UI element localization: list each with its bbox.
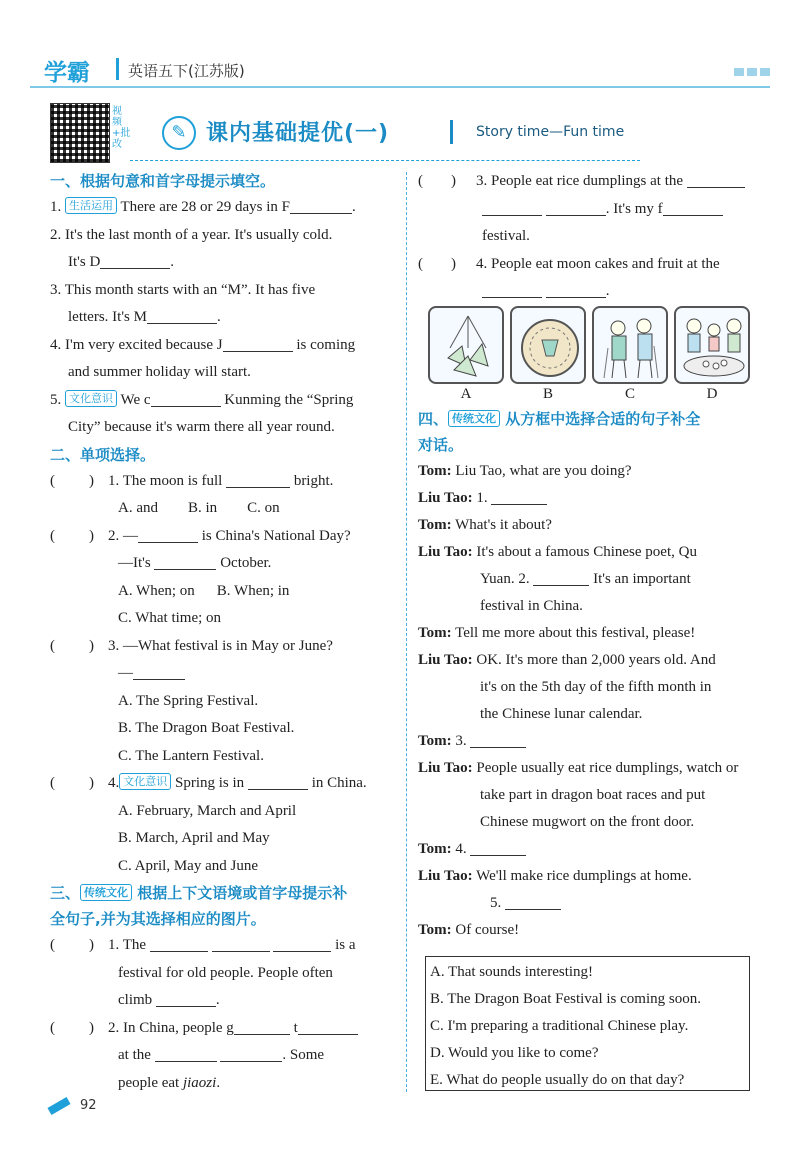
- header-decoration: [731, 64, 770, 81]
- answer-blank[interactable]: [154, 554, 216, 570]
- s2-q4-opt-c: C. April, May and June: [118, 857, 258, 874]
- picture-c-mountain-climbing[interactable]: [592, 306, 668, 384]
- s3-q1: ( ) 1. The is a: [50, 937, 356, 953]
- picture-label-a: A: [460, 386, 472, 402]
- s2-q3-opt-b: B. The Dragon Boat Festival.: [118, 720, 295, 736]
- s3-q1-cont2: climb .: [118, 992, 220, 1008]
- answer-blank[interactable]: [687, 172, 745, 188]
- tag-life: 生活运用: [65, 197, 117, 214]
- picture-a-rice-dumplings[interactable]: [428, 306, 504, 384]
- s1-q3: 3. This month starts with an “M”. It has five: [50, 281, 316, 298]
- page-number: 92: [80, 1098, 97, 1113]
- dialogue-line: Liu Tao: It's about a famous Chinese poet, Qu: [418, 544, 697, 560]
- title-bar: [450, 120, 453, 144]
- brand-separator: [116, 58, 119, 80]
- s3-q4-cont: .: [418, 278, 763, 306]
- dialogue-line: Liu Tao: People usually eat rice dumplings, watch or: [418, 760, 739, 776]
- section-4-heading: 四、 传统文化 从方框中选择合适的句子补全: [418, 410, 701, 428]
- dialogue-line: the Chinese lunar calendar.: [480, 706, 643, 722]
- answer-blank[interactable]: [470, 732, 526, 748]
- dialogue-line: Chinese mugwort on the front door.: [480, 814, 695, 830]
- answer-blank[interactable]: [220, 1046, 282, 1062]
- page-header: [30, 50, 770, 86]
- s1-q4-cont: and summer holiday will start.: [68, 364, 251, 380]
- section-4: [418, 406, 763, 944]
- s1-q5: 5. 文化意识 We c Kunming the “Spring: [50, 391, 354, 408]
- s3-q2-cont2: people eat jiaozi.: [118, 1074, 221, 1091]
- s2-q2-opts-ab: A. When; on B. When; in: [118, 582, 290, 599]
- dialogue-line: Liu Tao: We'll make rice dumplings at home.: [418, 868, 692, 884]
- s3-q2: ( ) 2. In China, people g t: [50, 1015, 400, 1043]
- answer-blank[interactable]: [147, 308, 217, 324]
- s2-q2-opt-c: C. What time; on: [118, 610, 222, 626]
- s1-q2: 2. It's the last month of a year. It's usually cold.: [50, 226, 333, 243]
- dialogue-line: Tom: Tell me more about this festival, please!: [418, 625, 696, 641]
- answer-blank[interactable]: [533, 570, 589, 586]
- s2-q2: ( ) 2. — is China's National Day?: [50, 527, 351, 544]
- s2-q3-opt-c: C. The Lantern Festival.: [118, 747, 264, 764]
- section-4-heading-cont: 对话。: [418, 436, 464, 454]
- answer-blank[interactable]: [663, 200, 723, 216]
- dialogue-line: Yuan. 2. It's an important: [480, 571, 691, 587]
- answer-blank[interactable]: [273, 936, 331, 952]
- answer-blank[interactable]: [155, 1046, 217, 1062]
- s1-q4: 4. I'm very excited because J is coming: [50, 336, 356, 353]
- tag-tradition: 传统文化: [80, 884, 132, 901]
- picture-label-c: C: [624, 386, 635, 402]
- section-2-heading: 二、单项选择。: [50, 445, 156, 464]
- answer-blank[interactable]: [290, 198, 352, 214]
- s2-q3: ( ) 3. —What festival is in May or June?: [50, 637, 333, 654]
- lesson-title: 课内基础提优(一): [206, 121, 390, 146]
- option-d: D. Would you like to come?: [430, 1045, 599, 1061]
- s2-q4: ( ) 4. 文化意识 Spring is in in China.: [50, 775, 367, 791]
- answer-blank[interactable]: [234, 1019, 290, 1035]
- page-footer: [48, 1098, 97, 1113]
- dialogue-line: Tom: 3.: [418, 728, 763, 755]
- answer-blank[interactable]: [248, 774, 308, 790]
- s2-q1-options: A. and B. in C. on: [118, 500, 280, 516]
- answer-blank[interactable]: [546, 200, 606, 216]
- s1-q1: 1. 生活运用 There are 28 or 29 days in F .: [50, 199, 356, 215]
- s1-q2-cont: It's D .: [68, 254, 175, 270]
- tag-culture: 文化意识: [65, 390, 117, 407]
- dialogue-line: Liu Tao: 1.: [418, 485, 763, 512]
- left-column: [50, 168, 400, 1097]
- dialogue-line: it's on the 5th day of the fifth month in: [480, 679, 712, 695]
- dialogue-line: 5.: [418, 890, 763, 917]
- s3-q3-cont2: festival.: [482, 228, 530, 244]
- section-3-heading-cont: 全句子,并为其选择相应的图片。: [50, 910, 266, 928]
- option-c: C. I'm preparing a traditional Chinese play.: [430, 1018, 689, 1034]
- answer-blank[interactable]: [100, 253, 170, 269]
- s3-q3-cont: . It's my f: [418, 196, 763, 224]
- option-e: E. What do people usually do on that day?: [430, 1072, 685, 1088]
- book-title: 英语五下(江苏版): [128, 62, 245, 80]
- column-divider: [406, 172, 407, 1092]
- section-1-heading: 一、根据句意和首字母提示填空。: [50, 172, 276, 190]
- answer-blank[interactable]: [482, 200, 542, 216]
- option-b: B. The Dragon Boat Festival is coming soon.: [430, 991, 701, 1007]
- s2-q3-opt-a: A. The Spring Festival.: [118, 692, 259, 709]
- answer-options-box: [425, 956, 750, 1091]
- s2-q1: ( ) 1. The moon is full bright.: [50, 472, 334, 489]
- answer-blank[interactable]: [298, 1019, 358, 1035]
- dialogue-line: Tom: Liu Tao, what are you doing?: [418, 463, 632, 479]
- dialogue-line: festival in China.: [480, 598, 583, 614]
- tag-culture: 文化意识: [119, 773, 171, 790]
- tag-tradition: 传统文化: [448, 410, 500, 427]
- answer-blank[interactable]: [150, 936, 208, 952]
- answer-blank[interactable]: [138, 527, 198, 543]
- dialogue-line: Liu Tao: OK. It's more than 2,000 years old. And: [418, 652, 716, 668]
- dialogue-line: Tom: Of course!: [418, 922, 520, 938]
- dialogue-line: take part in dragon boat races and put: [480, 787, 706, 803]
- s2-q4-opt-a: A. February, March and April: [118, 802, 297, 819]
- brand-logo: 学霸: [44, 60, 90, 86]
- festival-pictures: [428, 306, 758, 406]
- answer-blank[interactable]: [226, 472, 290, 488]
- option-a: A. That sounds interesting!: [430, 964, 594, 980]
- answer-blank[interactable]: [133, 664, 185, 680]
- s3-q2-cont: at the . Some: [118, 1047, 325, 1063]
- picture-d-family-dinner[interactable]: [674, 306, 750, 384]
- s3-q3: ( ) 3. People eat rice dumplings at the: [418, 168, 763, 196]
- s2-q2-cont: —It's October.: [118, 555, 272, 571]
- answer-blank[interactable]: [156, 991, 216, 1007]
- answer-blank[interactable]: [482, 282, 542, 298]
- answer-blank[interactable]: [505, 894, 561, 910]
- qr-code[interactable]: [50, 103, 110, 163]
- s2-q4-opt-b: B. March, April and May: [118, 830, 270, 846]
- pencil-icon: [47, 1097, 70, 1115]
- dialogue-line: Tom: 4.: [418, 836, 763, 863]
- s1-q3-cont: letters. It's M .: [68, 309, 221, 325]
- s3-q4: ( ) 4. People eat moon cakes and fruit at the: [418, 255, 720, 272]
- answer-blank[interactable]: [212, 936, 270, 952]
- title-divider: [130, 160, 640, 161]
- header-rule: [30, 86, 770, 88]
- right-column-top: [418, 168, 763, 306]
- notepad-icon: ✎: [162, 116, 196, 150]
- answer-blank[interactable]: [223, 336, 293, 352]
- section-3-heading: 三、 传统文化 根据上下文语境或首字母提示补: [50, 884, 348, 902]
- picture-b-moon-cake[interactable]: [510, 306, 586, 384]
- answer-blank[interactable]: [470, 840, 526, 856]
- s3-q1-cont: festival for old people. People often: [118, 964, 333, 981]
- answer-blank[interactable]: [151, 391, 221, 407]
- lesson-subtitle: Story time—Fun time: [476, 124, 625, 140]
- picture-label-d: D: [706, 386, 718, 402]
- s2-q3-cont: —: [50, 660, 400, 688]
- s1-q5-cont: City” because it's warm there all year round.: [68, 419, 335, 435]
- dialogue-line: Tom: What's it about?: [418, 517, 552, 533]
- answer-blank[interactable]: [546, 282, 606, 298]
- answer-blank[interactable]: [491, 489, 547, 505]
- picture-label-b: B: [542, 386, 553, 402]
- qr-caption: 视频+批改: [112, 106, 131, 150]
